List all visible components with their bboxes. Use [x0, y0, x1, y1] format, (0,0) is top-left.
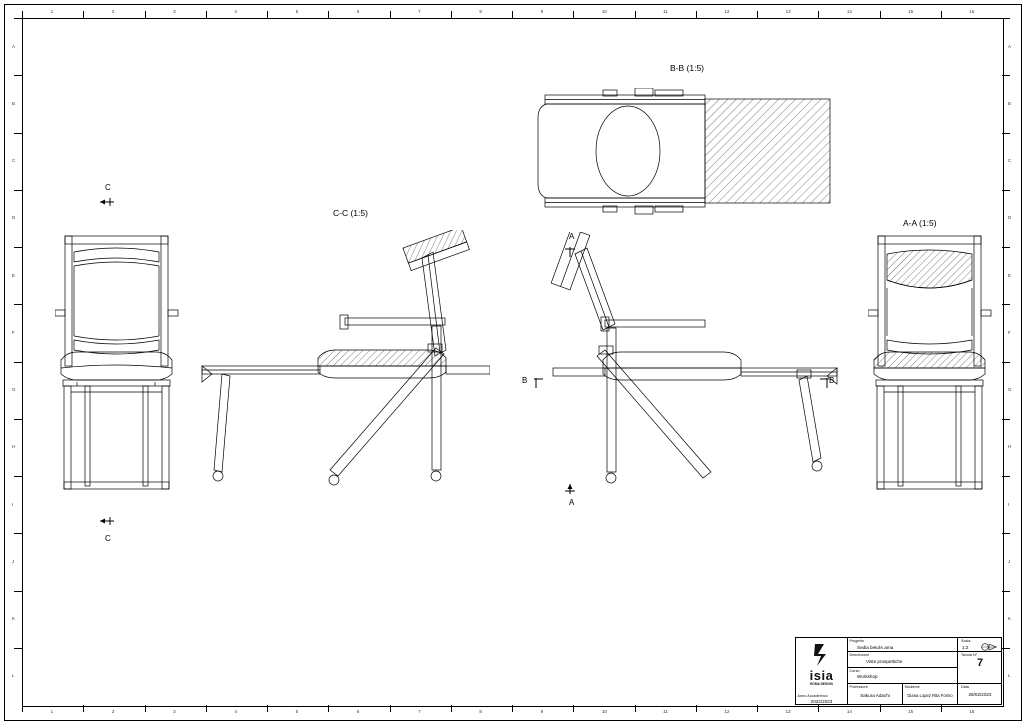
- section-mark-a-top: A: [569, 232, 575, 241]
- field-descrizione-value: Viste prospettiche: [866, 659, 903, 664]
- column-ruler-top: [22, 0, 1002, 18]
- ruler-tick-D: D: [12, 215, 16, 221]
- field-data: [958, 684, 1002, 705]
- ruler-tick-2: 2: [111, 9, 115, 14]
- field-anno-title: Anno Accademico: [797, 694, 828, 698]
- ruler-tick-10: 10: [601, 709, 607, 714]
- ruler-tick-G: G: [12, 387, 16, 393]
- isia-logo-icon: [812, 643, 832, 667]
- view-label-aa: A-A (1:5): [903, 218, 937, 228]
- ruler-tick-2: 2: [111, 709, 115, 714]
- field-scala: [958, 638, 1002, 652]
- ruler-tick-6: 6: [356, 709, 360, 714]
- field-anno-value: 2022/2023: [810, 699, 833, 704]
- drawing-side-view: [545, 232, 845, 494]
- field-professore: [848, 684, 903, 705]
- ruler-tick-9: 9: [540, 709, 544, 714]
- field-anno-accademico: [796, 693, 848, 705]
- ruler-tick-B: B: [12, 100, 16, 106]
- field-professore-title: Professore: [849, 685, 868, 689]
- title-block: [795, 637, 1002, 705]
- ruler-tick-5: 5: [295, 709, 299, 714]
- ruler-tick-16: 16: [969, 709, 975, 714]
- ruler-tick-K: K: [12, 616, 16, 622]
- logo-text: isia: [809, 668, 834, 683]
- ruler-tick-12: 12: [724, 709, 730, 714]
- field-data-title: Data: [961, 685, 969, 689]
- row-ruler-right: [1002, 18, 1024, 705]
- field-descrizione: [848, 652, 958, 668]
- field-progetto: [848, 638, 958, 652]
- ruler-tick-1: 1: [50, 9, 54, 14]
- field-data-value: 28/02/2023: [968, 692, 992, 697]
- drawing-front-view: [55, 232, 180, 494]
- field-studente-title: Studente: [904, 685, 920, 689]
- ruler-tick-14: 14: [846, 709, 852, 714]
- row-ruler-left: [0, 18, 22, 705]
- ruler-tick-7: 7: [418, 709, 421, 714]
- section-arrow-c-bottom: [98, 515, 120, 527]
- section-mark-a-bottom: A: [569, 498, 575, 507]
- ruler-tick-A: A: [12, 43, 16, 49]
- ruler-tick-E: E: [12, 272, 16, 278]
- ruler-tick-J: J: [1008, 558, 1011, 564]
- field-progetto-title: Progetto: [849, 639, 864, 643]
- ruler-tick-8: 8: [479, 9, 482, 14]
- ruler-tick-10: 10: [601, 9, 607, 14]
- field-tavola: [958, 652, 1002, 684]
- ruler-tick-A: A: [1008, 43, 1012, 49]
- ruler-tick-G: G: [1008, 387, 1012, 393]
- ruler-tick-3: 3: [173, 709, 176, 714]
- drawing-section-bb: [535, 88, 840, 218]
- ruler-tick-16: 16: [969, 9, 975, 14]
- ruler-tick-9: 9: [540, 9, 544, 14]
- section-arrow-b-left: [532, 376, 546, 390]
- ruler-tick-H: H: [12, 444, 16, 450]
- ruler-tick-1: 1: [50, 709, 54, 714]
- ruler-tick-I: I: [1008, 501, 1010, 507]
- drawing-section-cc: [200, 230, 490, 495]
- ruler-tick-13: 13: [785, 9, 791, 14]
- ruler-tick-L: L: [12, 673, 15, 679]
- ruler-tick-F: F: [1008, 329, 1011, 335]
- column-ruler-bottom: [22, 705, 1002, 723]
- ruler-tick-E: E: [1008, 272, 1012, 278]
- field-corso: [848, 668, 958, 684]
- view-label-bb: B-B (1:5): [670, 63, 705, 73]
- section-mark-c-top: C: [105, 183, 111, 192]
- projection-symbol-icon: [980, 643, 998, 651]
- field-progetto-value: Sedia betulA.ama: [857, 644, 894, 650]
- ruler-tick-11: 11: [663, 709, 668, 714]
- ruler-tick-11: 11: [663, 9, 668, 14]
- ruler-tick-B: B: [1008, 100, 1012, 106]
- field-tavola-value: 7: [976, 657, 984, 669]
- view-label-cc: C-C (1:5): [333, 208, 368, 218]
- ruler-tick-13: 13: [785, 709, 791, 714]
- ruler-tick-K: K: [1008, 616, 1012, 622]
- field-corso-value: Workshop: [857, 674, 878, 679]
- ruler-tick-7: 7: [418, 9, 421, 14]
- ruler-tick-5: 5: [295, 9, 299, 14]
- section-arrow-c-top: [98, 196, 120, 208]
- ruler-tick-3: 3: [173, 9, 176, 14]
- ruler-tick-C: C: [1008, 158, 1012, 164]
- section-mark-b-right: B: [829, 376, 835, 385]
- ruler-tick-14: 14: [846, 9, 852, 14]
- ruler-tick-15: 15: [908, 709, 914, 714]
- ruler-tick-15: 15: [908, 9, 914, 14]
- ruler-tick-J: J: [12, 558, 15, 564]
- ruler-tick-C: C: [12, 158, 16, 164]
- field-scala-value: 1:2: [962, 644, 969, 650]
- drawing-section-aa: [868, 232, 993, 494]
- section-mark-c-bottom: C: [105, 534, 111, 543]
- ruler-tick-6: 6: [356, 9, 360, 14]
- ruler-tick-I: I: [12, 501, 14, 507]
- field-corso-title: Corso: [849, 669, 860, 673]
- ruler-tick-8: 8: [479, 709, 482, 714]
- field-descrizione-title: Descrizione: [849, 653, 870, 657]
- title-block-logo: [796, 638, 848, 693]
- section-mark-b-left: B: [522, 376, 528, 385]
- ruler-tick-12: 12: [724, 9, 730, 14]
- field-studente: [903, 684, 958, 705]
- ruler-tick-F: F: [12, 329, 15, 335]
- field-studente-value: Diana Lopez Rita Forino: [907, 693, 953, 698]
- ruler-tick-L: L: [1008, 673, 1011, 679]
- field-professore-value: Sakura Adachi: [860, 693, 890, 698]
- ruler-tick-4: 4: [234, 709, 237, 714]
- logo-subtext: ROMA DESIGN: [810, 682, 833, 686]
- field-scala-title: Scala: [961, 639, 971, 643]
- ruler-tick-H: H: [1008, 444, 1012, 450]
- field-tavola-title: Tavola N°: [961, 653, 978, 657]
- ruler-tick-4: 4: [234, 9, 237, 14]
- ruler-tick-D: D: [1008, 215, 1012, 221]
